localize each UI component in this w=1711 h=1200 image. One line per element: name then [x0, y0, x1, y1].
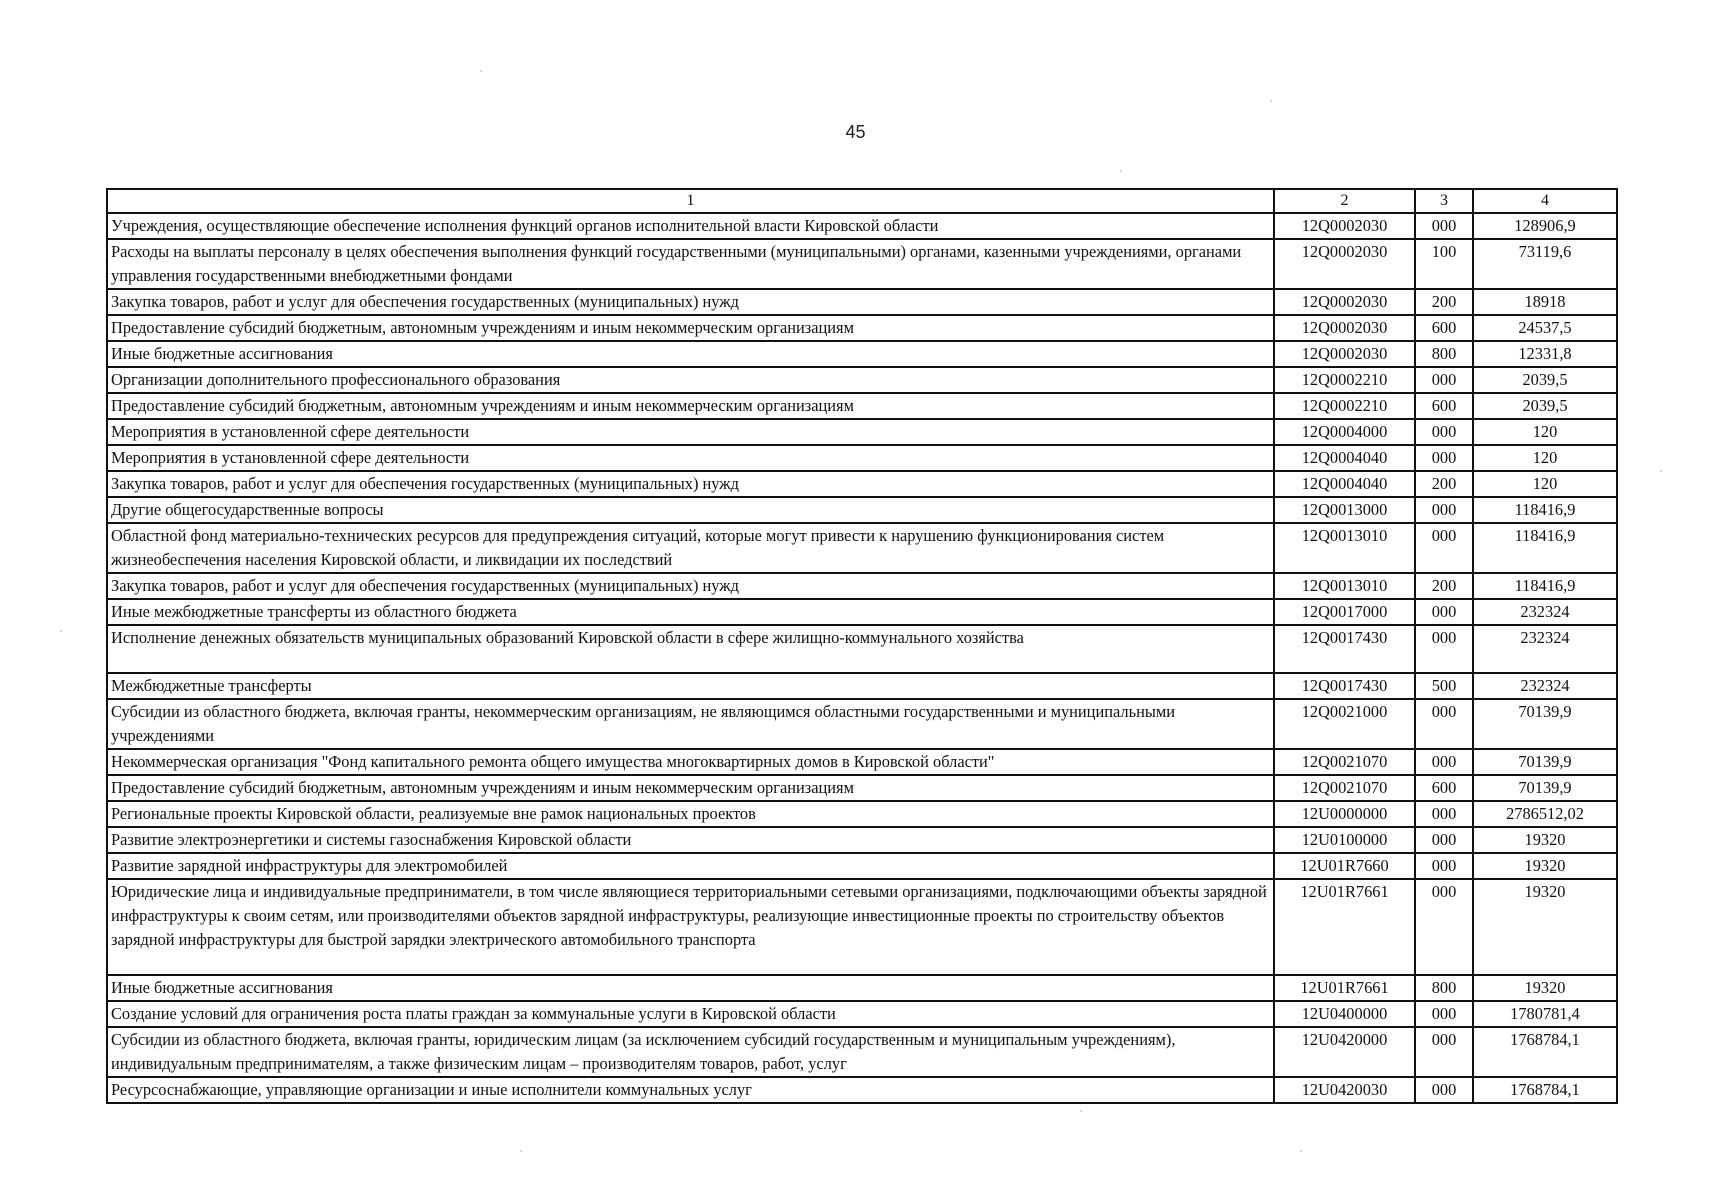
row-sum-cell: 70139,9	[1473, 749, 1617, 775]
table-row	[107, 393, 1617, 419]
table-row	[107, 573, 1617, 599]
row-sum-cell: 232324	[1473, 625, 1617, 673]
row-sum-cell: 2039,5	[1473, 367, 1617, 393]
row-name-cell: Иные межбюджетные трансферты из областного бюджета	[107, 599, 1274, 625]
row-sum-cell: 2786512,02	[1473, 801, 1617, 827]
row-name-cell: Предоставление субсидий бюджетным, автономным учреждениям и иным некоммерческим организациям	[107, 315, 1274, 341]
row-code-cell: 12Q0004040	[1274, 445, 1415, 471]
row-sum-cell: 1768784,1	[1473, 1027, 1617, 1077]
row-code-cell: 12U0420030	[1274, 1077, 1415, 1103]
row-expense-type-cell: 000	[1415, 1001, 1473, 1027]
table-row	[107, 315, 1617, 341]
row-name-cell: Исполнение денежных обязательств муниципальных образований Кировской области в сфере жилищно-коммунального хозяйства	[107, 625, 1274, 673]
table-row	[107, 625, 1617, 673]
row-code-cell: 12U0000000	[1274, 801, 1415, 827]
row-sum-cell: 2039,5	[1473, 393, 1617, 419]
table-row	[107, 419, 1617, 445]
row-sum-cell: 120	[1473, 471, 1617, 497]
row-name-cell: Региональные проекты Кировской области, реализуемые вне рамок национальных проектов	[107, 801, 1274, 827]
row-expense-type-cell: 000	[1415, 445, 1473, 471]
row-sum-cell: 128906,9	[1473, 213, 1617, 239]
row-code-cell: 12Q0021000	[1274, 699, 1415, 749]
row-sum-cell: 118416,9	[1473, 573, 1617, 599]
table-row	[107, 1077, 1617, 1103]
row-code-cell: 12Q0004040	[1274, 471, 1415, 497]
column-header-code: 2	[1274, 189, 1415, 213]
scan-speck	[520, 1150, 522, 1152]
row-expense-type-cell: 000	[1415, 497, 1473, 523]
row-sum-cell: 70139,9	[1473, 775, 1617, 801]
row-name-cell: Иные бюджетные ассигнования	[107, 975, 1274, 1001]
table-body	[107, 213, 1617, 1103]
row-name-cell: Закупка товаров, работ и услуг для обеспечения государственных (муниципальных) нужд	[107, 471, 1274, 497]
row-expense-type-cell: 100	[1415, 239, 1473, 289]
table-row	[107, 879, 1617, 975]
scan-speck	[1080, 1110, 1082, 1112]
column-header-expense-type: 3	[1415, 189, 1473, 213]
row-expense-type-cell: 600	[1415, 393, 1473, 419]
row-name-cell: Субсидии из областного бюджета, включая гранты, юридическим лицам (за исключением субсидий государственным и муниципальным учреждениям), индивидуальным предпринимателям, а также физическим лицам – производителям товаров, работ, услуг	[107, 1027, 1274, 1077]
row-sum-cell: 120	[1473, 445, 1617, 471]
row-name-cell: Ресурсоснабжающие, управляющие организации и иные исполнители коммунальных услуг	[107, 1077, 1274, 1103]
row-expense-type-cell: 000	[1415, 419, 1473, 445]
table-row	[107, 289, 1617, 315]
row-expense-type-cell: 000	[1415, 827, 1473, 853]
row-code-cell: 12Q0002030	[1274, 315, 1415, 341]
table-row	[107, 1001, 1617, 1027]
row-sum-cell: 118416,9	[1473, 523, 1617, 573]
table-row	[107, 523, 1617, 573]
row-expense-type-cell: 000	[1415, 749, 1473, 775]
row-code-cell: 12Q0021070	[1274, 749, 1415, 775]
row-expense-type-cell: 000	[1415, 625, 1473, 673]
scan-speck	[1120, 170, 1122, 172]
row-expense-type-cell: 000	[1415, 853, 1473, 879]
row-expense-type-cell: 000	[1415, 1077, 1473, 1103]
table-row	[107, 699, 1617, 749]
row-code-cell: 12Q0002030	[1274, 239, 1415, 289]
row-expense-type-cell: 800	[1415, 975, 1473, 1001]
row-code-cell: 12Q0013010	[1274, 523, 1415, 573]
scan-speck	[60, 630, 62, 632]
row-code-cell: 12Q0017430	[1274, 673, 1415, 699]
row-expense-type-cell: 000	[1415, 879, 1473, 975]
table-header-row	[107, 189, 1617, 213]
page-number: 45	[845, 122, 866, 142]
row-name-cell: Организации дополнительного профессионального образования	[107, 367, 1274, 393]
row-expense-type-cell: 500	[1415, 673, 1473, 699]
row-code-cell: 12Q0021070	[1274, 775, 1415, 801]
column-header-name: 1	[107, 189, 1274, 213]
table-row	[107, 801, 1617, 827]
row-sum-cell: 1780781,4	[1473, 1001, 1617, 1027]
row-sum-cell: 12331,8	[1473, 341, 1617, 367]
row-sum-cell: 19320	[1473, 975, 1617, 1001]
row-name-cell: Некоммерческая организация "Фонд капитального ремонта общего имущества многоквартирных домов в Кировской области"	[107, 749, 1274, 775]
table-row	[107, 775, 1617, 801]
row-name-cell: Расходы на выплаты персоналу в целях обеспечения выполнения функций государственными (муниципальными) органами, казенными учреждениями, органами управления государственными внебюджетными фондами	[107, 239, 1274, 289]
row-expense-type-cell: 800	[1415, 341, 1473, 367]
table-row	[107, 239, 1617, 289]
row-name-cell: Предоставление субсидий бюджетным, автономным учреждениям и иным некоммерческим организациям	[107, 775, 1274, 801]
row-expense-type-cell: 600	[1415, 775, 1473, 801]
row-name-cell: Учреждения, осуществляющие обеспечение исполнения функций органов исполнительной власти Кировской области	[107, 213, 1274, 239]
row-code-cell: 12Q0002210	[1274, 393, 1415, 419]
row-expense-type-cell: 200	[1415, 471, 1473, 497]
scan-speck	[480, 70, 482, 72]
row-name-cell: Закупка товаров, работ и услуг для обеспечения государственных (муниципальных) нужд	[107, 573, 1274, 599]
table-row	[107, 445, 1617, 471]
row-sum-cell: 232324	[1473, 599, 1617, 625]
row-sum-cell: 73119,6	[1473, 239, 1617, 289]
table-row	[107, 673, 1617, 699]
row-name-cell: Развитие зарядной инфраструктуры для электромобилей	[107, 853, 1274, 879]
row-name-cell: Межбюджетные трансферты	[107, 673, 1274, 699]
scan-speck	[1270, 100, 1272, 102]
row-sum-cell: 118416,9	[1473, 497, 1617, 523]
scan-speck	[1660, 470, 1662, 472]
row-code-cell: 12Q0002030	[1274, 289, 1415, 315]
row-code-cell: 12U01R7660	[1274, 853, 1415, 879]
row-sum-cell: 19320	[1473, 879, 1617, 975]
row-name-cell: Предоставление субсидий бюджетным, автономным учреждениям и иным некоммерческим организациям	[107, 393, 1274, 419]
row-code-cell: 12Q0004000	[1274, 419, 1415, 445]
table-row	[107, 1027, 1617, 1077]
row-sum-cell: 70139,9	[1473, 699, 1617, 749]
table-row	[107, 471, 1617, 497]
row-expense-type-cell: 000	[1415, 699, 1473, 749]
row-expense-type-cell: 000	[1415, 213, 1473, 239]
row-name-cell: Юридические лица и индивидуальные предприниматели, в том числе являющиеся территориальными сетевыми организациями, подключающими объекты зарядной инфраструктуры к своим сетям, или производителями объектов зарядной инфраструктуры, реализующие инвестиционные проекты по строительству объектов зарядной инфраструктуры для быстрой зарядки электрического автомобильного транспорта	[107, 879, 1274, 975]
row-sum-cell: 24537,5	[1473, 315, 1617, 341]
row-expense-type-cell: 000	[1415, 367, 1473, 393]
table-row	[107, 213, 1617, 239]
row-sum-cell: 18918	[1473, 289, 1617, 315]
row-sum-cell: 19320	[1473, 827, 1617, 853]
row-name-cell: Закупка товаров, работ и услуг для обеспечения государственных (муниципальных) нужд	[107, 289, 1274, 315]
table-row	[107, 749, 1617, 775]
row-expense-type-cell: 200	[1415, 289, 1473, 315]
row-expense-type-cell: 000	[1415, 1027, 1473, 1077]
row-name-cell: Создание условий для ограничения роста платы граждан за коммунальные услуги в Кировской области	[107, 1001, 1274, 1027]
row-code-cell: 12U0100000	[1274, 827, 1415, 853]
row-name-cell: Иные бюджетные ассигнования	[107, 341, 1274, 367]
column-header-sum: 4	[1473, 189, 1617, 213]
row-expense-type-cell: 000	[1415, 801, 1473, 827]
row-name-cell: Другие общегосударственные вопросы	[107, 497, 1274, 523]
row-sum-cell: 1768784,1	[1473, 1077, 1617, 1103]
row-code-cell: 12Q0017430	[1274, 625, 1415, 673]
row-code-cell: 12U01R7661	[1274, 975, 1415, 1001]
row-sum-cell: 120	[1473, 419, 1617, 445]
table-row	[107, 975, 1617, 1001]
table-row	[107, 827, 1617, 853]
row-code-cell: 12U01R7661	[1274, 879, 1415, 975]
row-expense-type-cell: 000	[1415, 599, 1473, 625]
row-code-cell: 12Q0013010	[1274, 573, 1415, 599]
row-name-cell: Развитие электроэнергетики и системы газоснабжения Кировской области	[107, 827, 1274, 853]
row-expense-type-cell: 200	[1415, 573, 1473, 599]
row-sum-cell: 232324	[1473, 673, 1617, 699]
row-code-cell: 12U0400000	[1274, 1001, 1415, 1027]
row-code-cell: 12Q0002210	[1274, 367, 1415, 393]
row-code-cell: 12Q0013000	[1274, 497, 1415, 523]
row-code-cell: 12U0420000	[1274, 1027, 1415, 1077]
row-code-cell: 12Q0017000	[1274, 599, 1415, 625]
row-expense-type-cell: 600	[1415, 315, 1473, 341]
table-row	[107, 853, 1617, 879]
row-name-cell: Мероприятия в установленной сфере деятельности	[107, 445, 1274, 471]
row-sum-cell: 19320	[1473, 853, 1617, 879]
scan-speck	[1300, 1150, 1302, 1152]
row-name-cell: Мероприятия в установленной сфере деятельности	[107, 419, 1274, 445]
budget-table	[106, 188, 1618, 1104]
row-code-cell: 12Q0002030	[1274, 213, 1415, 239]
row-expense-type-cell: 000	[1415, 523, 1473, 573]
row-name-cell: Субсидии из областного бюджета, включая гранты, некоммерческим организациям, не являющимся областными государственными и муниципальными учреждениями	[107, 699, 1274, 749]
table-row	[107, 497, 1617, 523]
row-code-cell: 12Q0002030	[1274, 341, 1415, 367]
table-row	[107, 341, 1617, 367]
table-row	[107, 367, 1617, 393]
row-name-cell: Областной фонд материально-технических ресурсов для предупреждения ситуаций, которые могут привести к нарушению функционирования систем жизнеобеспечения населения Кировской области, и ликвидации их последствий	[107, 523, 1274, 573]
table-row	[107, 599, 1617, 625]
